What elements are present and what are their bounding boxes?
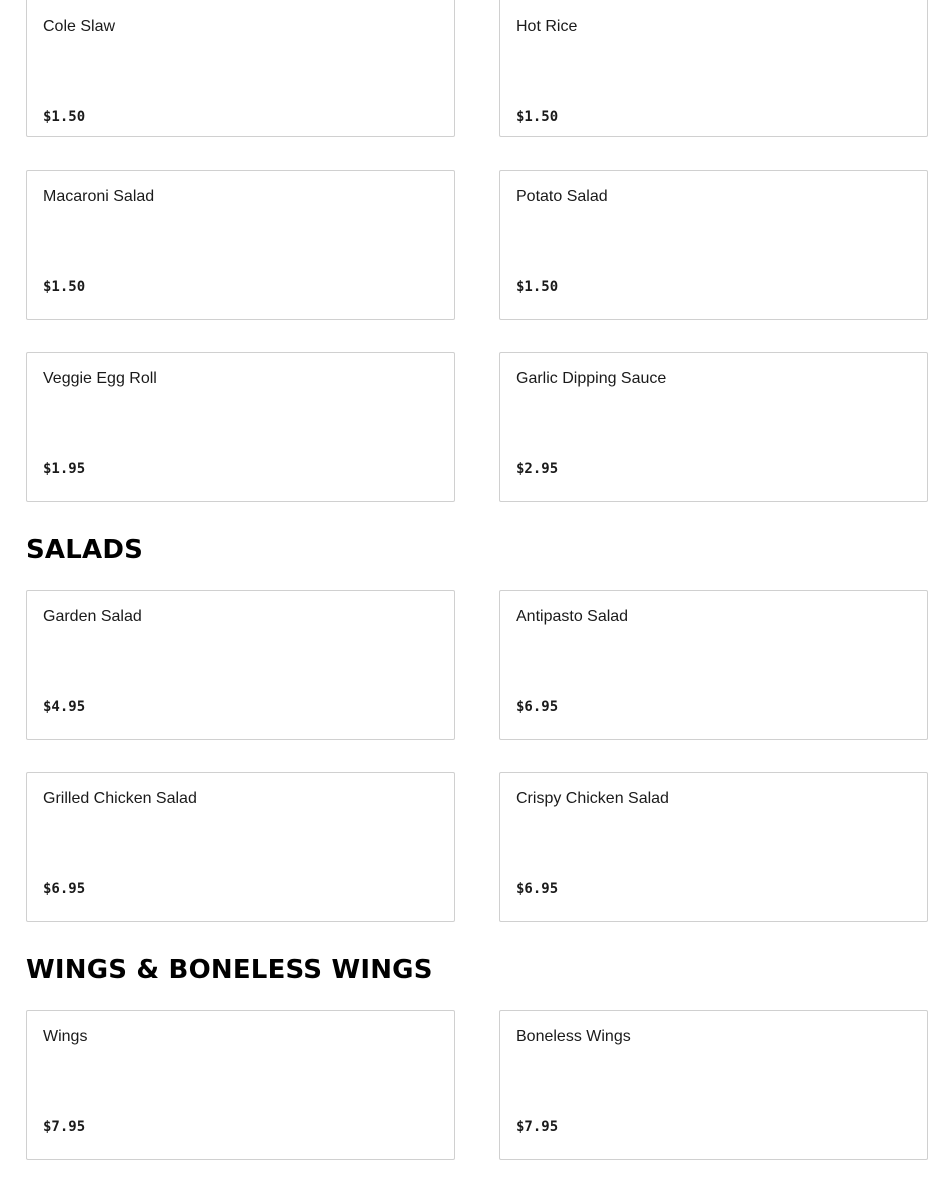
- menu-item-name: Antipasto Salad: [516, 608, 629, 625]
- menu-item-name: Wings: [43, 1028, 88, 1045]
- menu-item-card[interactable]: [499, 0, 928, 137]
- menu-item-name: Boneless Wings: [516, 1028, 631, 1045]
- menu-item-name: Grilled Chicken Salad: [43, 790, 197, 807]
- menu-item-price: $4.95: [43, 699, 86, 715]
- menu-item-name: Potato Salad: [516, 188, 608, 205]
- menu-item-price: $1.50: [43, 109, 86, 125]
- menu-item-name: Macaroni Salad: [43, 188, 155, 205]
- menu-item-card[interactable]: [26, 1010, 455, 1160]
- menu-item-price: $6.95: [43, 881, 86, 897]
- menu-item-name: Hot Rice: [516, 18, 578, 35]
- menu-item-name: Garden Salad: [43, 608, 142, 625]
- menu-item-name: Garlic Dipping Sauce: [516, 370, 667, 387]
- menu-item-card[interactable]: [499, 590, 928, 740]
- menu-item-name: Crispy Chicken Salad: [516, 790, 669, 807]
- menu-item-card[interactable]: [26, 590, 455, 740]
- menu-item-price: $7.95: [516, 1119, 559, 1135]
- menu-item-name: Cole Slaw: [43, 18, 116, 35]
- menu-item-card[interactable]: [26, 772, 455, 922]
- menu-item-card[interactable]: [499, 170, 928, 320]
- menu-item-name: Veggie Egg Roll: [43, 370, 157, 387]
- menu-item-card[interactable]: [26, 352, 455, 502]
- menu-item-card[interactable]: [499, 352, 928, 502]
- menu-item-card[interactable]: [26, 0, 455, 137]
- menu-item-price: $1.50: [43, 279, 86, 295]
- menu-item-price: $6.95: [516, 699, 559, 715]
- menu-item-price: $6.95: [516, 881, 559, 897]
- menu-item-price: $7.95: [43, 1119, 86, 1135]
- section-title-wings: WINGS & BONELESS WINGS: [26, 955, 433, 985]
- menu-item-price: $1.50: [516, 109, 559, 125]
- menu-item-price: $1.95: [43, 461, 86, 477]
- menu-item-price: $2.95: [516, 461, 559, 477]
- section-title-salads: SALADS: [26, 535, 144, 565]
- menu-item-card[interactable]: [26, 170, 455, 320]
- menu-item-price: $1.50: [516, 279, 559, 295]
- menu-item-card[interactable]: [499, 1010, 928, 1160]
- menu-item-card[interactable]: [499, 772, 928, 922]
